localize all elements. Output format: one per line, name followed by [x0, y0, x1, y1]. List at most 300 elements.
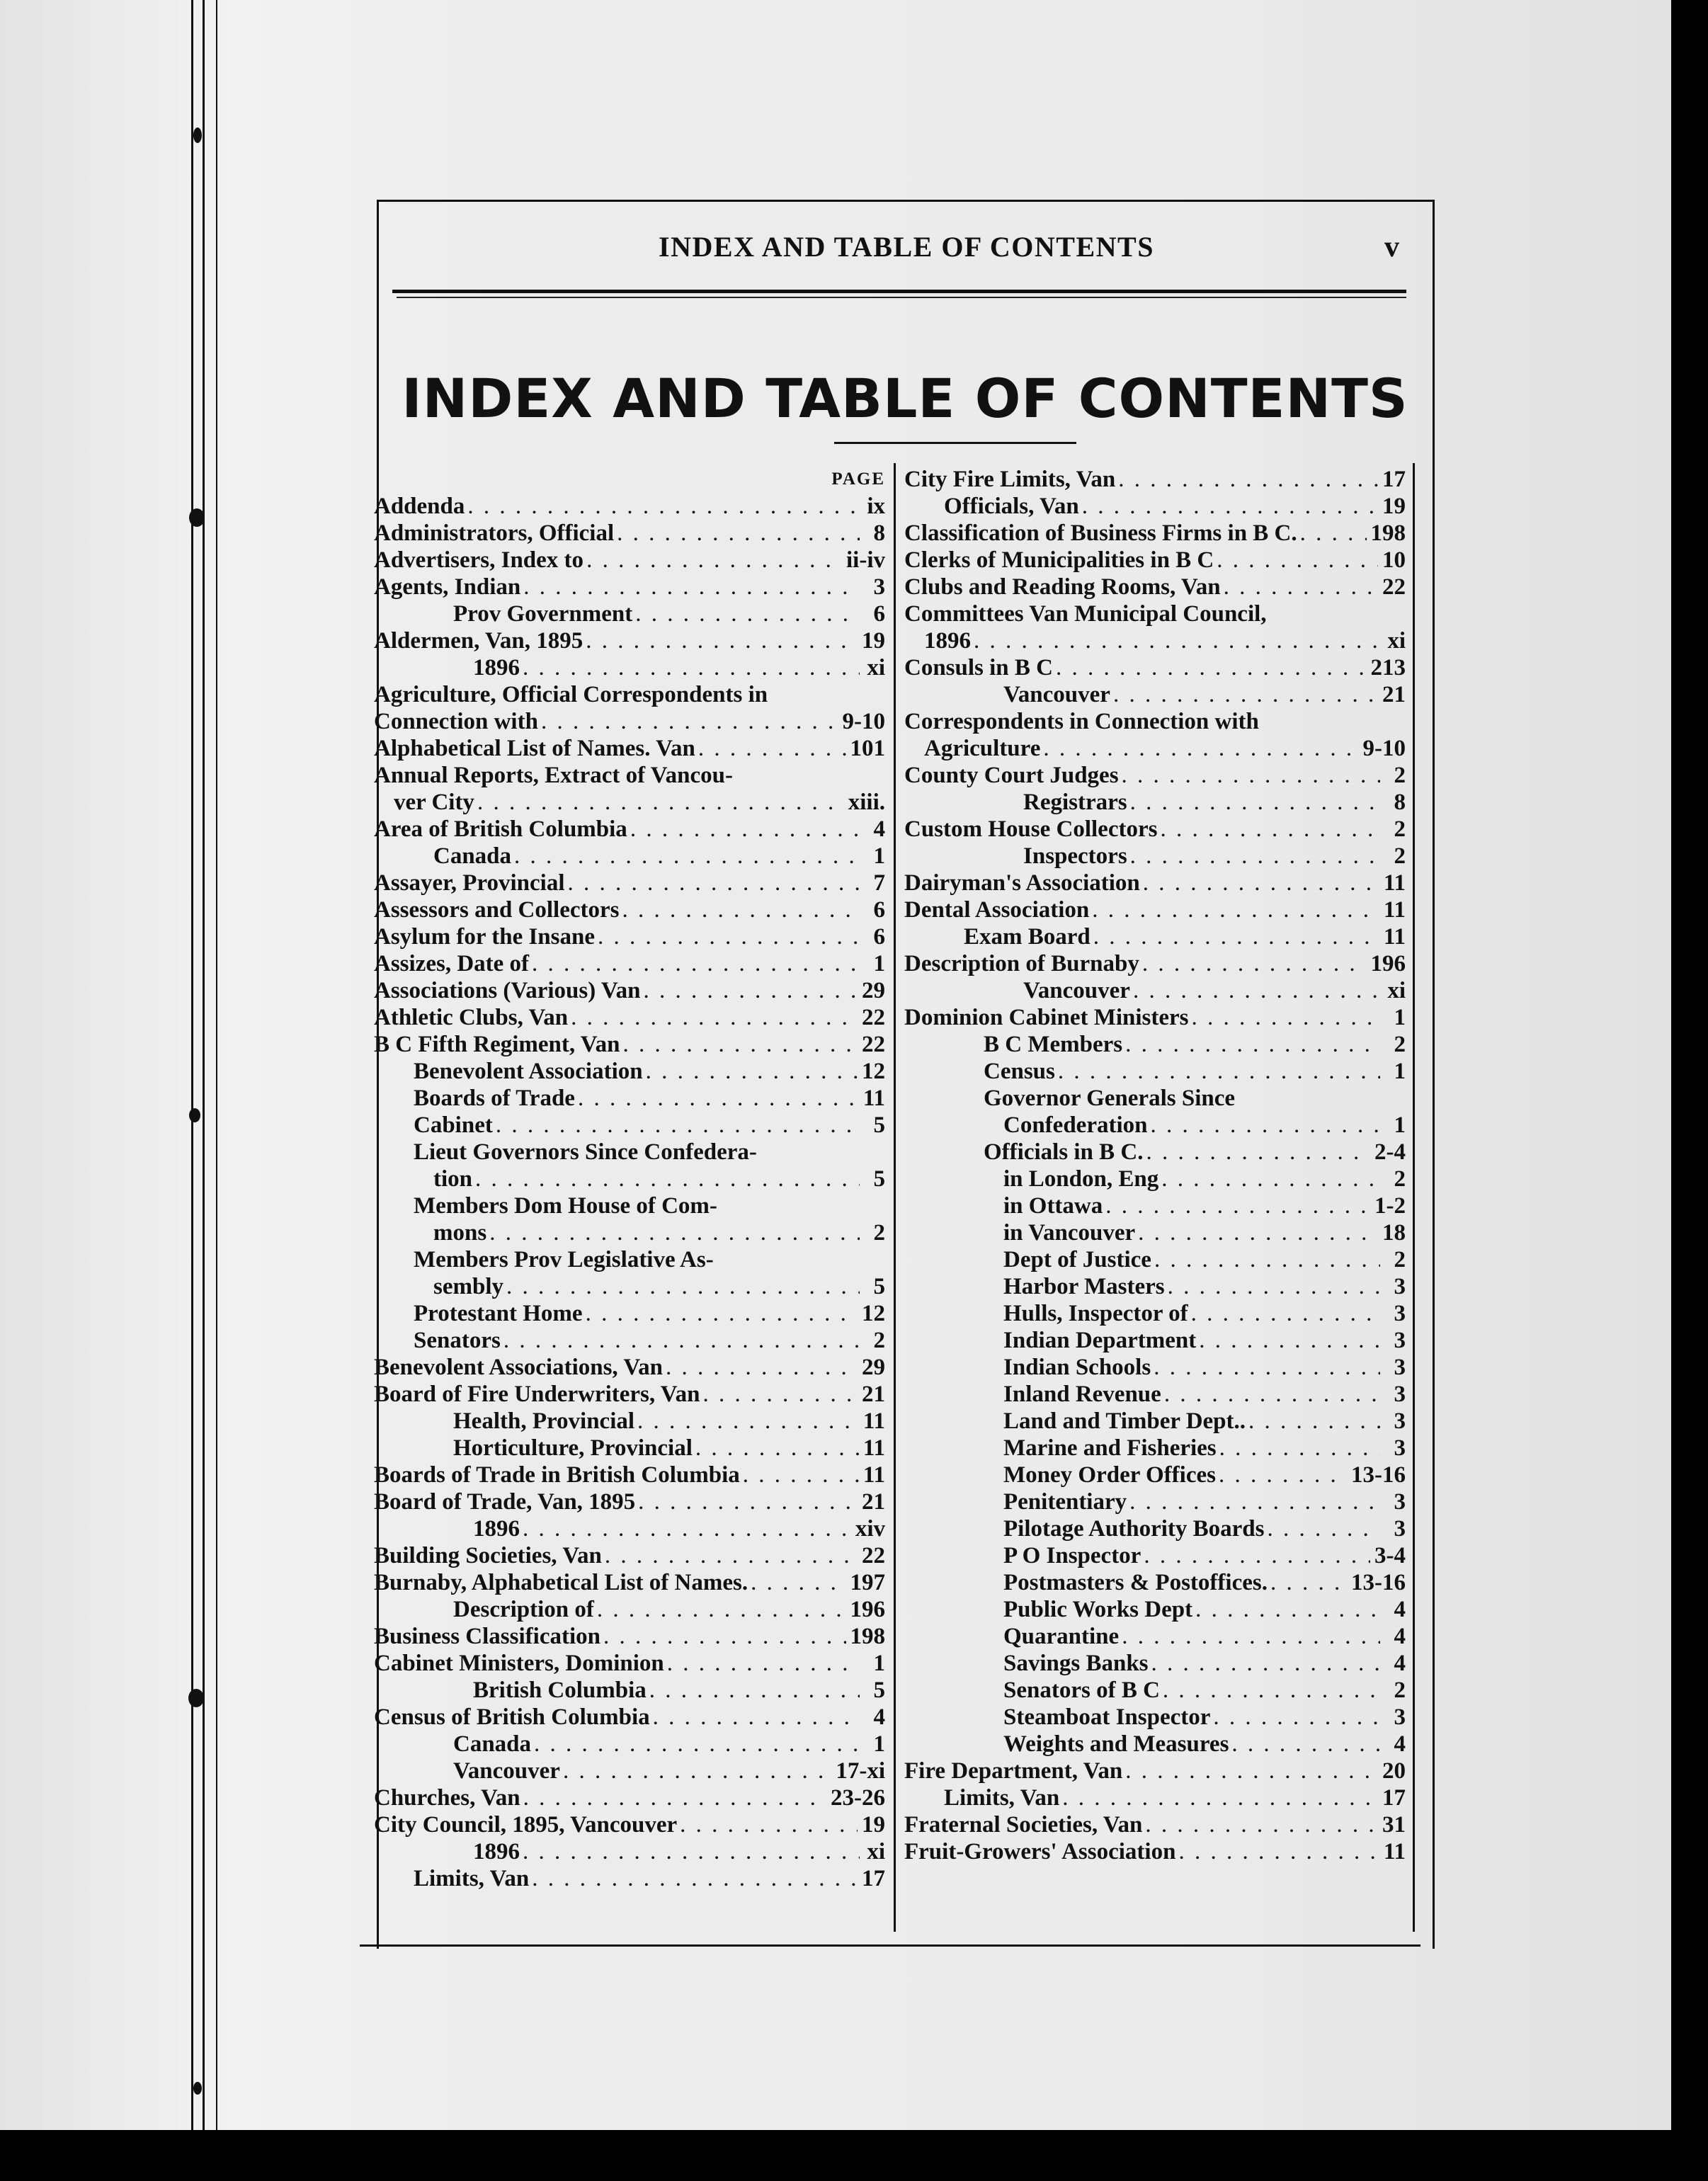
entry-page: 11	[862, 1462, 885, 1488]
entry-page: 8	[873, 520, 885, 546]
entry-text: in Ottawa	[1003, 1193, 1103, 1219]
entry-text: Athletic Clubs, Van	[374, 1005, 569, 1030]
entry-page: 23-26	[831, 1785, 885, 1811]
dot-leader	[646, 1058, 858, 1085]
dot-leader	[586, 627, 858, 654]
entry-page: 29	[862, 1355, 885, 1380]
entry-text: Canada	[433, 843, 512, 869]
entry-text: Alphabetical List of Names. Van	[374, 736, 695, 761]
entry-text: Benevolent Associations, Van	[374, 1355, 663, 1380]
dot-leader	[1192, 1004, 1380, 1031]
index-right-column	[904, 466, 1406, 1865]
index-entry	[374, 896, 885, 923]
entry-text: Senators	[414, 1328, 501, 1353]
frame-border-bottom	[360, 1944, 1421, 1947]
entry-page: 2	[1394, 1247, 1406, 1272]
entry-page: xiv	[855, 1516, 885, 1542]
dot-leader	[1195, 1596, 1380, 1623]
index-entry	[374, 1623, 885, 1650]
index-entry	[904, 789, 1406, 816]
entry-page: xi	[867, 1839, 885, 1864]
index-entry	[374, 1731, 885, 1758]
entry-text: Fraternal Societies, Van	[904, 1812, 1143, 1838]
index-entry	[904, 1139, 1406, 1166]
entry-text: Cabinet Ministers, Dominion	[374, 1651, 664, 1676]
dot-leader	[638, 1488, 858, 1515]
index-entry	[904, 1677, 1406, 1704]
entry-text: Money Order Offices	[1003, 1462, 1216, 1488]
index-entry	[904, 1004, 1406, 1031]
entry-page: 17	[1382, 467, 1406, 492]
entry-text: Consuls in B C	[904, 655, 1054, 681]
dot-leader	[1130, 843, 1380, 870]
dot-leader	[644, 977, 858, 1004]
index-entry	[374, 654, 885, 681]
entry-page: 19	[1382, 494, 1406, 519]
entry-page: 3	[1394, 1274, 1406, 1299]
index-entry	[904, 493, 1406, 520]
entry-text: Weights and Measures	[1003, 1731, 1229, 1757]
entry-text: Dental Association	[904, 897, 1090, 923]
index-entry	[904, 1219, 1406, 1246]
entry-page: 7	[873, 870, 885, 896]
entry-text: Steamboat Inspector	[1003, 1704, 1211, 1730]
index-entry	[904, 1058, 1406, 1085]
index-entry	[374, 1704, 885, 1731]
entry-page: 6	[873, 924, 885, 950]
index-entry	[374, 1004, 885, 1031]
entry-text: Custom House Collectors	[904, 816, 1158, 842]
entry-page: 9-10	[842, 709, 885, 734]
dot-leader	[637, 1408, 859, 1435]
entry-text: Description of Burnaby	[904, 951, 1139, 976]
index-entry	[374, 1811, 885, 1838]
entry-page: 3	[1394, 1408, 1406, 1434]
dot-leader	[1142, 950, 1367, 977]
dot-leader	[1062, 1784, 1378, 1811]
entry-text: Census of British Columbia	[374, 1704, 650, 1730]
entry-page: 11	[1383, 1839, 1406, 1864]
entry-page: 2	[1394, 1166, 1406, 1192]
index-entry	[904, 574, 1406, 600]
index-entry	[904, 547, 1406, 574]
dot-leader	[532, 1865, 858, 1892]
entry-page: 3	[1394, 1328, 1406, 1353]
binding-line	[203, 0, 205, 2130]
dot-leader	[1300, 520, 1367, 547]
entry-text: Agents, Indian	[374, 574, 521, 600]
entry-page: 2-4	[1374, 1139, 1406, 1165]
entry-page: 19	[862, 628, 885, 654]
dot-leader	[1122, 1623, 1380, 1650]
index-entry	[374, 681, 885, 708]
entry-text: Board of Trade, Van, 1895	[374, 1489, 636, 1515]
dot-leader	[1043, 735, 1358, 762]
dot-leader	[1125, 1031, 1380, 1058]
entry-page: 198	[1370, 520, 1406, 546]
index-entry	[904, 466, 1406, 493]
entry-page: 11	[1383, 870, 1406, 896]
index-entry	[904, 735, 1406, 762]
entry-page: xiii.	[848, 790, 885, 815]
dot-leader	[974, 627, 1380, 654]
entry-page: xi	[867, 655, 885, 681]
entry-text: Indian Schools	[1003, 1355, 1151, 1380]
index-entry	[904, 627, 1406, 654]
index-entry	[374, 1031, 885, 1058]
index-entry	[904, 1811, 1406, 1838]
index-entry	[374, 1246, 885, 1273]
entry-page: 5	[873, 1678, 885, 1703]
index-entry	[904, 1569, 1406, 1596]
index-entry	[374, 1058, 885, 1085]
index-entry	[904, 1542, 1406, 1569]
index-entry	[904, 1623, 1406, 1650]
dot-leader	[1145, 1811, 1378, 1838]
dot-leader	[698, 735, 846, 762]
entry-page: 22	[862, 1032, 885, 1057]
entry-text: Census	[984, 1059, 1055, 1084]
dot-leader	[653, 1704, 860, 1731]
entry-page: 17	[1382, 1785, 1406, 1811]
index-left-column	[374, 466, 885, 1892]
entry-text: Agriculture	[924, 736, 1041, 761]
frame-border-top	[377, 200, 1435, 202]
index-entry	[374, 574, 885, 600]
page-number: v	[1384, 231, 1399, 263]
entry-page: 6	[873, 897, 885, 923]
index-entry	[904, 1515, 1406, 1542]
entry-text: Governor Generals Since	[984, 1086, 1236, 1111]
entry-text: Assayer, Provincial	[374, 870, 565, 896]
entry-text: Inspectors	[1023, 843, 1127, 869]
dot-leader	[534, 1731, 860, 1758]
entry-text: ver City	[394, 790, 474, 815]
index-entry	[904, 1488, 1406, 1515]
entry-text: Advertisers, Index to	[374, 547, 584, 573]
index-entry	[904, 1327, 1406, 1354]
index-entry	[374, 977, 885, 1004]
index-entry	[904, 1650, 1406, 1677]
entry-text: Land and Timber Dept..	[1003, 1408, 1246, 1434]
entry-text: County Court Judges	[904, 763, 1119, 788]
dot-leader	[586, 1300, 858, 1327]
index-entry	[904, 1166, 1406, 1192]
dot-leader	[1270, 1569, 1347, 1596]
entry-page: 12	[862, 1059, 885, 1084]
entry-page: 2	[1394, 843, 1406, 869]
entry-text: Lieut Governors Since Confedera-	[414, 1139, 757, 1165]
index-entry	[374, 762, 885, 789]
entry-text: Building Societies, Van	[374, 1543, 602, 1568]
dot-leader	[603, 1623, 846, 1650]
index-entry	[374, 1865, 885, 1892]
entry-text: Associations (Various) Van	[374, 978, 641, 1003]
index-entry	[374, 1192, 885, 1219]
index-entry	[374, 708, 885, 735]
entry-text: Members Prov Legislative As-	[414, 1247, 714, 1272]
entry-page: 1	[1394, 1059, 1406, 1084]
dot-leader	[489, 1219, 860, 1246]
entry-page: 3	[1394, 1355, 1406, 1380]
dot-leader	[477, 789, 844, 816]
index-entry	[904, 1731, 1406, 1758]
dot-leader	[1092, 896, 1379, 923]
dot-leader	[568, 870, 860, 896]
index-entry	[374, 1462, 885, 1488]
entry-page: 17-xi	[836, 1758, 885, 1784]
entry-page: 22	[862, 1543, 885, 1568]
entry-page: 31	[1382, 1812, 1406, 1838]
column-right-edge	[1413, 463, 1415, 1932]
index-entry	[374, 1542, 885, 1569]
index-entry	[374, 1488, 885, 1515]
entry-text: Members Dom House of Com-	[414, 1193, 717, 1219]
entry-page: 1	[873, 1731, 885, 1757]
index-entry	[374, 1219, 885, 1246]
index-entry	[374, 923, 885, 950]
entry-text: Dominion Cabinet Ministers	[904, 1005, 1189, 1030]
entry-page: 213	[1370, 655, 1406, 681]
entry-page: 4	[873, 816, 885, 842]
entry-page: 22	[1382, 574, 1406, 600]
header-rule	[392, 290, 1406, 293]
index-entry	[374, 816, 885, 843]
index-entry	[374, 1758, 885, 1784]
index-entry	[904, 816, 1406, 843]
entry-text: Description of	[453, 1597, 594, 1622]
dot-leader	[1105, 1192, 1370, 1219]
dot-leader	[667, 1650, 860, 1677]
index-entry	[904, 1408, 1406, 1435]
dot-leader	[523, 654, 860, 681]
entry-page: 197	[850, 1570, 885, 1595]
entry-page: 4	[1394, 1597, 1406, 1622]
dot-leader	[563, 1758, 831, 1784]
index-entry	[374, 735, 885, 762]
entry-page: 5	[873, 1274, 885, 1299]
entry-text: Committees Van Municipal Council,	[904, 601, 1267, 627]
entry-page: ii-iv	[846, 547, 885, 573]
index-entry	[904, 896, 1406, 923]
entry-text: Classification of Business Firms in B C.	[904, 520, 1297, 546]
entry-text: City Council, 1895, Vancouver	[374, 1812, 678, 1838]
index-entry	[374, 1596, 885, 1623]
binding-hole	[188, 1689, 204, 1707]
entry-page: 21	[862, 1489, 885, 1515]
dot-leader	[1130, 789, 1380, 816]
dot-leader	[1118, 466, 1378, 493]
entry-text: tion	[433, 1166, 473, 1192]
dot-leader	[649, 1677, 860, 1704]
entry-text: Quarantine	[1003, 1624, 1120, 1649]
index-entry	[904, 1462, 1406, 1488]
entry-text: Vancouver	[1023, 978, 1130, 1003]
entry-page: 18	[1382, 1220, 1406, 1246]
index-entry	[904, 1838, 1406, 1865]
dot-leader	[1213, 1704, 1380, 1731]
index-entry	[374, 1273, 885, 1300]
entry-page: 19	[862, 1812, 885, 1838]
dot-leader	[523, 1515, 851, 1542]
entry-page: xi	[1387, 978, 1406, 1003]
dot-leader	[1082, 493, 1378, 520]
entry-page: 3	[1394, 1516, 1406, 1542]
dot-leader	[1122, 762, 1380, 789]
index-entry	[374, 1408, 885, 1435]
dot-leader	[1168, 1273, 1380, 1300]
dot-leader	[1058, 1058, 1380, 1085]
entry-text: Asylum for the Insane	[374, 924, 596, 950]
dot-leader	[1219, 1435, 1380, 1462]
index-entry	[904, 1435, 1406, 1462]
entry-text: P O Inspector	[1003, 1543, 1141, 1568]
dot-leader	[1164, 1381, 1380, 1408]
entry-text: Business Classification	[374, 1624, 600, 1649]
index-entry	[904, 1031, 1406, 1058]
entry-text: Boards of Trade	[414, 1086, 575, 1111]
entry-text: Health, Provincial	[453, 1408, 635, 1434]
dot-leader	[635, 600, 860, 627]
entry-text: Clerks of Municipalities in B C	[904, 547, 1214, 573]
entry-text: mons	[433, 1220, 487, 1246]
index-entry	[904, 1381, 1406, 1408]
index-entry	[904, 923, 1406, 950]
entry-page: 13-16	[1351, 1570, 1406, 1595]
index-entry	[374, 1650, 885, 1677]
entry-text: Clubs and Reading Rooms, Van	[904, 574, 1221, 600]
dot-leader	[1191, 1300, 1380, 1327]
entry-text: Fruit-Growers' Association	[904, 1839, 1176, 1864]
entry-page: 1-2	[1374, 1193, 1406, 1219]
entry-page: 4	[1394, 1624, 1406, 1649]
dot-leader	[1199, 1327, 1380, 1354]
entry-page: 21	[1382, 682, 1406, 707]
entry-page: xi	[1387, 628, 1406, 654]
entry-page: 8	[1394, 790, 1406, 815]
entry-page: 1	[873, 1651, 885, 1676]
entry-page: 3	[1394, 1489, 1406, 1515]
entry-text: Hulls, Inspector of	[1003, 1301, 1188, 1326]
entry-page: 11	[1383, 897, 1406, 923]
entry-text: Limits, Van	[414, 1866, 530, 1891]
dot-leader	[541, 708, 838, 735]
dot-leader	[1129, 1488, 1380, 1515]
dot-leader	[695, 1435, 859, 1462]
entry-text: Harbor Masters	[1003, 1274, 1165, 1299]
entry-text: Fire Department, Van	[904, 1758, 1123, 1784]
entry-text: Confederation	[1003, 1112, 1148, 1138]
index-entry	[374, 1515, 885, 1542]
entry-text: Correspondents in Connection with	[904, 709, 1259, 734]
entry-text: Inland Revenue	[1003, 1382, 1161, 1407]
index-entry	[374, 950, 885, 977]
index-entry	[374, 870, 885, 896]
dot-leader	[578, 1085, 859, 1112]
entry-text: Annual Reports, Extract of Vancou-	[374, 763, 733, 788]
entry-page: 3-4	[1374, 1543, 1406, 1568]
entry-text: Benevolent Association	[414, 1059, 643, 1084]
entry-text: Prov Government	[453, 601, 633, 627]
entry-text: Officials, Van	[944, 494, 1079, 519]
dot-leader	[605, 1542, 858, 1569]
dot-leader	[1217, 547, 1378, 574]
dot-leader	[1219, 1462, 1347, 1488]
index-entry	[904, 681, 1406, 708]
dot-leader	[1125, 1758, 1378, 1784]
entry-page: 6	[873, 601, 885, 627]
entry-text: 1896	[473, 1516, 520, 1542]
index-entry	[374, 1139, 885, 1166]
entry-page: 2	[873, 1220, 885, 1246]
index-entry	[374, 1569, 885, 1596]
entry-text: B C Members	[984, 1032, 1123, 1057]
entry-text: Cabinet	[414, 1112, 493, 1138]
index-entry	[904, 870, 1406, 896]
entry-page: 196	[850, 1597, 885, 1622]
index-entry	[374, 1300, 885, 1327]
dot-leader	[532, 950, 860, 977]
dot-leader	[1178, 1838, 1379, 1865]
entry-page: 2	[1394, 763, 1406, 788]
binding-hole	[189, 508, 205, 527]
entry-text: City Fire Limits, Van	[904, 467, 1116, 492]
index-entry	[374, 547, 885, 574]
entry-text: Vancouver	[1003, 682, 1110, 707]
index-entry	[904, 1758, 1406, 1784]
entry-text: British Columbia	[473, 1678, 647, 1703]
running-head: INDEX AND TABLE OF CONTENTS	[659, 231, 1154, 263]
index-entry	[904, 520, 1406, 547]
index-entry	[374, 1677, 885, 1704]
entry-page: 13-16	[1351, 1462, 1406, 1488]
dot-leader	[586, 547, 842, 574]
dot-leader	[1248, 1408, 1380, 1435]
entry-text: Vancouver	[453, 1758, 560, 1784]
entry-page: 9-10	[1362, 736, 1406, 761]
entry-text: Officials in B C.	[984, 1139, 1144, 1165]
entry-text: Addenda	[374, 494, 465, 519]
index-entry	[904, 1246, 1406, 1273]
binding-hole	[193, 127, 202, 143]
dot-leader	[598, 923, 860, 950]
dot-leader	[514, 843, 860, 870]
entry-page: 3	[1394, 1704, 1406, 1730]
index-entry	[904, 600, 1406, 627]
entry-text: Board of Fire Underwriters, Van	[374, 1382, 700, 1407]
entry-page: 21	[862, 1382, 885, 1407]
dot-leader	[1056, 654, 1366, 681]
entry-page: 4	[873, 1704, 885, 1730]
dot-leader	[1231, 1731, 1380, 1758]
dot-leader	[617, 520, 860, 547]
dot-leader	[1093, 923, 1379, 950]
dot-leader	[1154, 1246, 1380, 1273]
entry-page: 1	[1394, 1005, 1406, 1030]
index-entry	[904, 762, 1406, 789]
entry-page: 3	[1394, 1435, 1406, 1461]
index-entry	[904, 1704, 1406, 1731]
entry-page: 11	[1383, 924, 1406, 950]
entry-page: 2	[1394, 1032, 1406, 1057]
entry-page: 11	[862, 1435, 885, 1461]
entry-page: 2	[1394, 816, 1406, 842]
index-entry	[374, 1112, 885, 1139]
entry-text: 1896	[473, 1839, 520, 1864]
entry-page: 3	[1394, 1382, 1406, 1407]
index-entry	[374, 520, 885, 547]
dot-leader	[1133, 977, 1380, 1004]
